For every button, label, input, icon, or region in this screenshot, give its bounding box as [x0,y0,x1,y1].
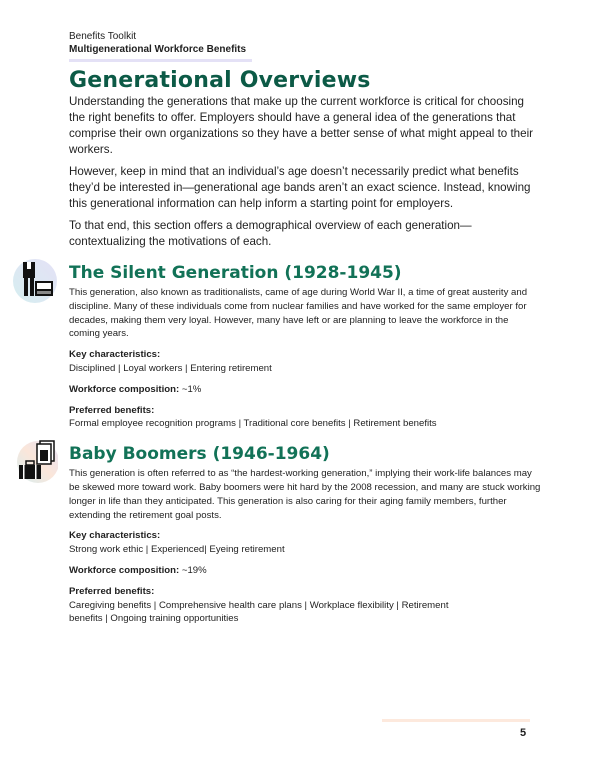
page-title: Generational Overviews [69,68,371,93]
preferred-benefits-label: Preferred benefits: [69,585,155,597]
key-characteristics-value: Strong work ethic | Experienced| Eyeing retirement [69,544,285,556]
workforce-composition [69,383,541,397]
page-number: 5 [520,727,527,739]
section-baby-boomers [69,443,541,626]
intro-paragraph: Understanding the generations that make up the current workforce is critical for choosing the right benefits to offer. Employers should have a general idea of the generations that comprise their own organizations so they have a better sense of what might appeal to their workers. [69,95,534,156]
preferred-benefits-value: Formal employee recognition programs | Traditional core benefits | Retirement benefits [69,418,437,430]
preferred-benefits-value: Caregiving benefits | Comprehensive health care plans | Workplace flexibility | Retirement benefits | Ongoing training opportunities [69,599,449,625]
intro-paragraph: To that end, this section offers a demographical overview of each generation—contextualizing the motivations of each. [69,219,472,248]
key-characteristics-label: Key characteristics: [69,349,161,361]
newspaper-and-briefcase-icon [12,439,58,485]
intro-paragraph: However, keep in mind that an individual’s age doesn’t necessarily predict what benefits they’d be interested in—generational age bands aren’t an exact science. Instead, knowing this generational information can help inform a starting point for employers. [69,165,531,210]
workforce-composition-label: Workforce composition: [69,383,180,395]
section-title-baby-boomers: Baby Boomers (1946-1964) [69,444,330,465]
section-title-silent-generation: The Silent Generation (1928-1945) [69,263,402,283]
section-description: This generation, also known as traditionalists, came of age during World War II, a time of great austerity and discipline. Many of these individuals come from nuclear families and have worked for the same employer for decades, making them very loyal. However, many have left or are planning to leave the workforce in the coming years. [69,287,528,340]
workforce-composition [69,564,541,578]
key-characteristics [69,529,541,557]
workforce-composition-value: ~19% [181,564,207,576]
workforce-composition-value: ~1% [181,383,202,395]
header-subtitle: Multigenerational Workforce Benefits [69,44,247,55]
workforce-composition-label: Workforce composition: [69,564,180,576]
suit-and-typewriter-icon [12,258,58,304]
preferred-benefits-label: Preferred benefits: [69,404,155,416]
preferred-benefits [69,404,541,432]
content-column [69,30,541,626]
footer-divider [382,719,530,722]
section-description: This generation is often referred to as “the hardest-working generation,” implying their work-life balances may be skewed more toward work. Baby boomers were hit hard by the 2008 recession, and many are stuck working longer in life than they anticipated. This generation is also caring for their aging family members, further extending the retirement goal posts. [69,468,541,521]
key-characteristics [69,348,541,376]
key-characteristics-label: Key characteristics: [69,530,161,542]
header-toolkit: Benefits Toolkit [69,31,137,42]
key-characteristics-value: Disciplined | Loyal workers | Entering retirement [69,362,272,374]
section-silent-generation [69,262,541,431]
preferred-benefits [69,585,469,626]
header-divider [69,59,252,62]
